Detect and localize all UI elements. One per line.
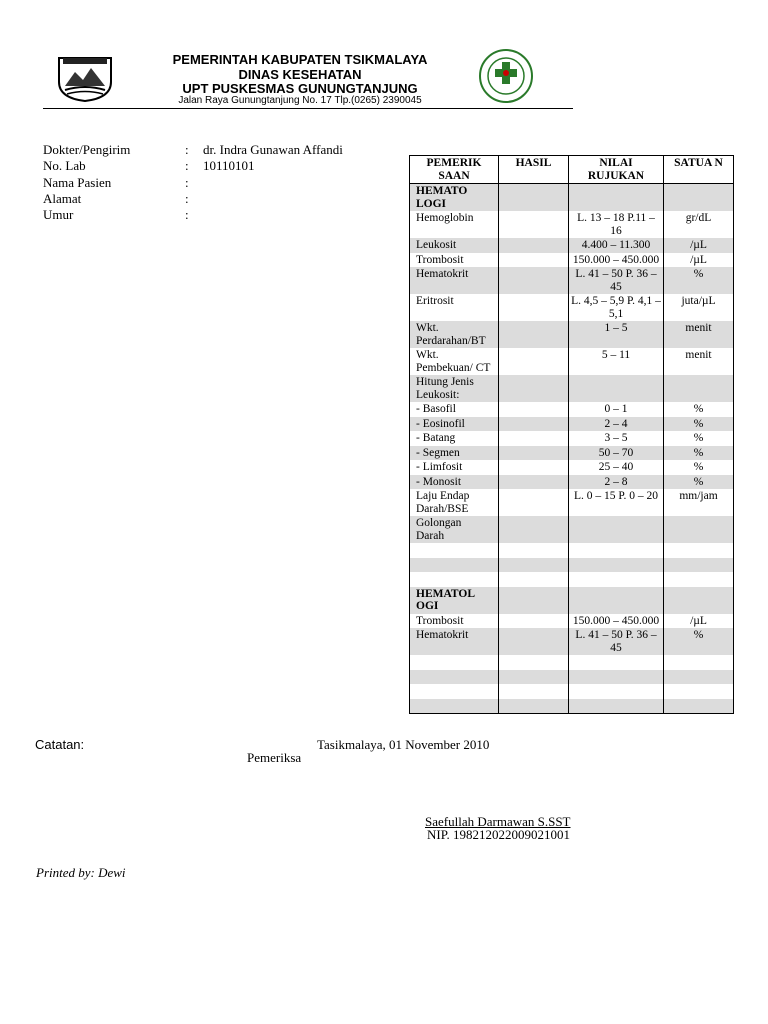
bakti-husada-logo (478, 48, 534, 104)
cell-unit (664, 655, 734, 670)
cell-reference: 2 – 8 (569, 475, 664, 490)
cell-exam: HEMATO LOGI (410, 184, 499, 212)
cell-unit: % (664, 475, 734, 490)
cell-result (499, 431, 569, 446)
cell-unit (664, 684, 734, 699)
cell-unit (664, 699, 734, 714)
cell-exam: Wkt. Pembekuan/ CT (410, 348, 499, 375)
cell-result (499, 489, 569, 516)
cell-exam: Golongan Darah (410, 516, 499, 543)
signer-name: Saefullah Darmawan S.SST (425, 814, 571, 829)
table-row (410, 267, 734, 294)
cell-result (499, 543, 569, 558)
cell-unit: % (664, 267, 734, 294)
table-row (410, 294, 734, 321)
cell-exam (410, 670, 499, 685)
cell-unit: % (664, 460, 734, 475)
table-row (410, 348, 734, 375)
table-row (410, 699, 734, 714)
table-row (410, 684, 734, 699)
header-line-1: PEMERINTAH KABUPATEN TSIKMALAYA (172, 52, 428, 67)
patient-info (43, 142, 403, 232)
header-line-3: UPT PUSKESMAS GUNUNGTANJUNG (182, 81, 418, 96)
cell-reference: 1 – 5 (569, 321, 664, 348)
cell-unit (664, 587, 734, 614)
cell-exam: Trombosit (410, 614, 499, 629)
cell-result (499, 402, 569, 417)
cell-unit: menit (664, 348, 734, 375)
cell-result (499, 614, 569, 629)
table-row (410, 489, 734, 516)
cell-result (499, 475, 569, 490)
cell-result (499, 321, 569, 348)
cell-reference: 150.000 – 450.000 (569, 253, 664, 268)
cell-result (499, 699, 569, 714)
cell-exam: - Limfosit (410, 460, 499, 475)
cell-reference: 5 – 11 (569, 348, 664, 375)
info-value: 10110101 (203, 158, 255, 173)
cell-unit (664, 184, 734, 212)
info-label: Dokter/Pengirim (43, 142, 131, 157)
signer-nip: NIP. 198212022009021001 (427, 827, 571, 842)
cell-reference: 50 – 70 (569, 446, 664, 461)
cell-result (499, 446, 569, 461)
cell-exam: Wkt. Perdarahan/BT (410, 321, 499, 348)
table-row (410, 253, 734, 268)
info-value: dr. Indra Gunawan Affandi (203, 142, 343, 157)
cell-unit (664, 670, 734, 685)
cell-exam (410, 543, 499, 558)
cell-unit (664, 375, 734, 402)
cell-reference: 2 – 4 (569, 417, 664, 432)
cell-exam (410, 572, 499, 587)
cell-exam: - Segmen (410, 446, 499, 461)
cell-result (499, 655, 569, 670)
printed-by: Printed by: Dewi (36, 865, 126, 880)
cell-unit: % (664, 402, 734, 417)
table-row (410, 475, 734, 490)
cell-result (499, 670, 569, 685)
cell-reference (569, 699, 664, 714)
table-row (410, 402, 734, 417)
cell-result (499, 516, 569, 543)
info-colon: : (185, 175, 189, 190)
cell-reference (569, 670, 664, 685)
info-colon: : (185, 142, 189, 157)
cell-unit: % (664, 417, 734, 432)
cell-result (499, 587, 569, 614)
table-row (410, 417, 734, 432)
cell-exam: Leukosit (410, 238, 499, 253)
table-row (410, 460, 734, 475)
cell-reference (569, 587, 664, 614)
cell-unit: % (664, 431, 734, 446)
table-header-row (410, 156, 734, 184)
table-row (410, 184, 734, 212)
header-result: HASIL (499, 156, 569, 184)
cell-unit: mm/jam (664, 489, 734, 516)
cell-result (499, 628, 569, 655)
cell-exam: Hematokrit (410, 628, 499, 655)
info-colon: : (185, 158, 189, 173)
cell-exam: - Batang (410, 431, 499, 446)
cell-exam: Hematokrit (410, 267, 499, 294)
header-line-2: DINAS KESEHATAN (238, 67, 362, 82)
cell-unit (664, 558, 734, 573)
cell-reference (569, 184, 664, 212)
cell-unit: /µL (664, 238, 734, 253)
cell-reference: 3 – 5 (569, 431, 664, 446)
cell-unit (664, 516, 734, 543)
table-row (410, 543, 734, 558)
info-colon: : (185, 191, 189, 206)
cell-result (499, 417, 569, 432)
cell-exam: - Basofil (410, 402, 499, 417)
table-body (410, 184, 734, 714)
table-row (410, 375, 734, 402)
cell-exam: Hemoglobin (410, 211, 499, 238)
table-row (410, 558, 734, 573)
cell-result (499, 184, 569, 212)
cell-reference (569, 516, 664, 543)
pemeriksa-label: Pemeriksa (247, 750, 302, 765)
table-row (410, 321, 734, 348)
table-row (410, 587, 734, 614)
cell-reference (569, 572, 664, 587)
cell-unit: % (664, 446, 734, 461)
table-row (410, 614, 734, 629)
cell-result (499, 348, 569, 375)
info-label: No. Lab (43, 158, 86, 173)
cell-result (499, 294, 569, 321)
header-unit: SATUA N (664, 156, 734, 184)
table-row (410, 572, 734, 587)
cell-result (499, 267, 569, 294)
header-exam: PEMERIK SAAN (410, 156, 499, 184)
header-divider (43, 108, 573, 109)
cell-result (499, 253, 569, 268)
cell-unit: juta/µL (664, 294, 734, 321)
place-date: Tasikmalaya, 01 November 2010 (317, 737, 490, 752)
table-row (410, 516, 734, 543)
cell-reference (569, 558, 664, 573)
lab-results-table (409, 155, 734, 714)
cell-reference: 25 – 40 (569, 460, 664, 475)
header-reference: NILAI RUJUKAN (569, 156, 664, 184)
info-label: Alamat (43, 191, 82, 206)
table-row (410, 670, 734, 685)
table-row (410, 655, 734, 670)
header-address: Jalan Raya Gunungtanjung No. 17 Tlp.(0265) 2390045 (178, 95, 422, 106)
cell-reference (569, 375, 664, 402)
table-row (410, 628, 734, 655)
table-row (410, 446, 734, 461)
cell-unit: gr/dL (664, 211, 734, 238)
cell-reference: L. 13 – 18 P.11 – 16 (569, 211, 664, 238)
cell-result (499, 558, 569, 573)
cell-result (499, 238, 569, 253)
cell-reference: L. 41 – 50 P. 36 – 45 (569, 628, 664, 655)
cell-unit: % (664, 628, 734, 655)
cell-reference (569, 655, 664, 670)
table-row (410, 431, 734, 446)
cell-result (499, 572, 569, 587)
cell-reference: 0 – 1 (569, 402, 664, 417)
cell-unit: menit (664, 321, 734, 348)
cell-exam: - Eosinofil (410, 417, 499, 432)
cell-result (499, 460, 569, 475)
cell-reference: L. 0 – 15 P. 0 – 20 (569, 489, 664, 516)
cell-exam: Laju Endap Darah/BSE (410, 489, 499, 516)
cell-exam: Hitung Jenis Leukosit: (410, 375, 499, 402)
cell-exam: Trombosit (410, 253, 499, 268)
cell-exam: HEMATOL OGI (410, 587, 499, 614)
catatan-label: Catatan: (35, 737, 85, 752)
cell-exam (410, 655, 499, 670)
table-row (410, 238, 734, 253)
cell-reference (569, 543, 664, 558)
cell-exam (410, 558, 499, 573)
cell-exam (410, 699, 499, 714)
info-label: Umur (43, 207, 74, 222)
cell-unit (664, 543, 734, 558)
cell-reference: L. 41 – 50 P. 36 – 45 (569, 267, 664, 294)
cell-unit: /µL (664, 614, 734, 629)
cell-result (499, 211, 569, 238)
info-colon: : (185, 207, 189, 222)
cell-reference: 4.400 – 11.300 (569, 238, 664, 253)
info-label: Nama Pasien (43, 175, 112, 190)
cell-exam: Eritrosit (410, 294, 499, 321)
cell-exam (410, 684, 499, 699)
cell-unit: /µL (664, 253, 734, 268)
regency-logo (57, 52, 113, 102)
table-row (410, 211, 734, 238)
cell-exam: - Monosit (410, 475, 499, 490)
cell-unit (664, 572, 734, 587)
cell-reference: 150.000 – 450.000 (569, 614, 664, 629)
cell-result (499, 375, 569, 402)
cell-reference: L. 4,5 – 5,9 P. 4,1 – 5,1 (569, 294, 664, 321)
cell-result (499, 684, 569, 699)
cell-reference (569, 684, 664, 699)
